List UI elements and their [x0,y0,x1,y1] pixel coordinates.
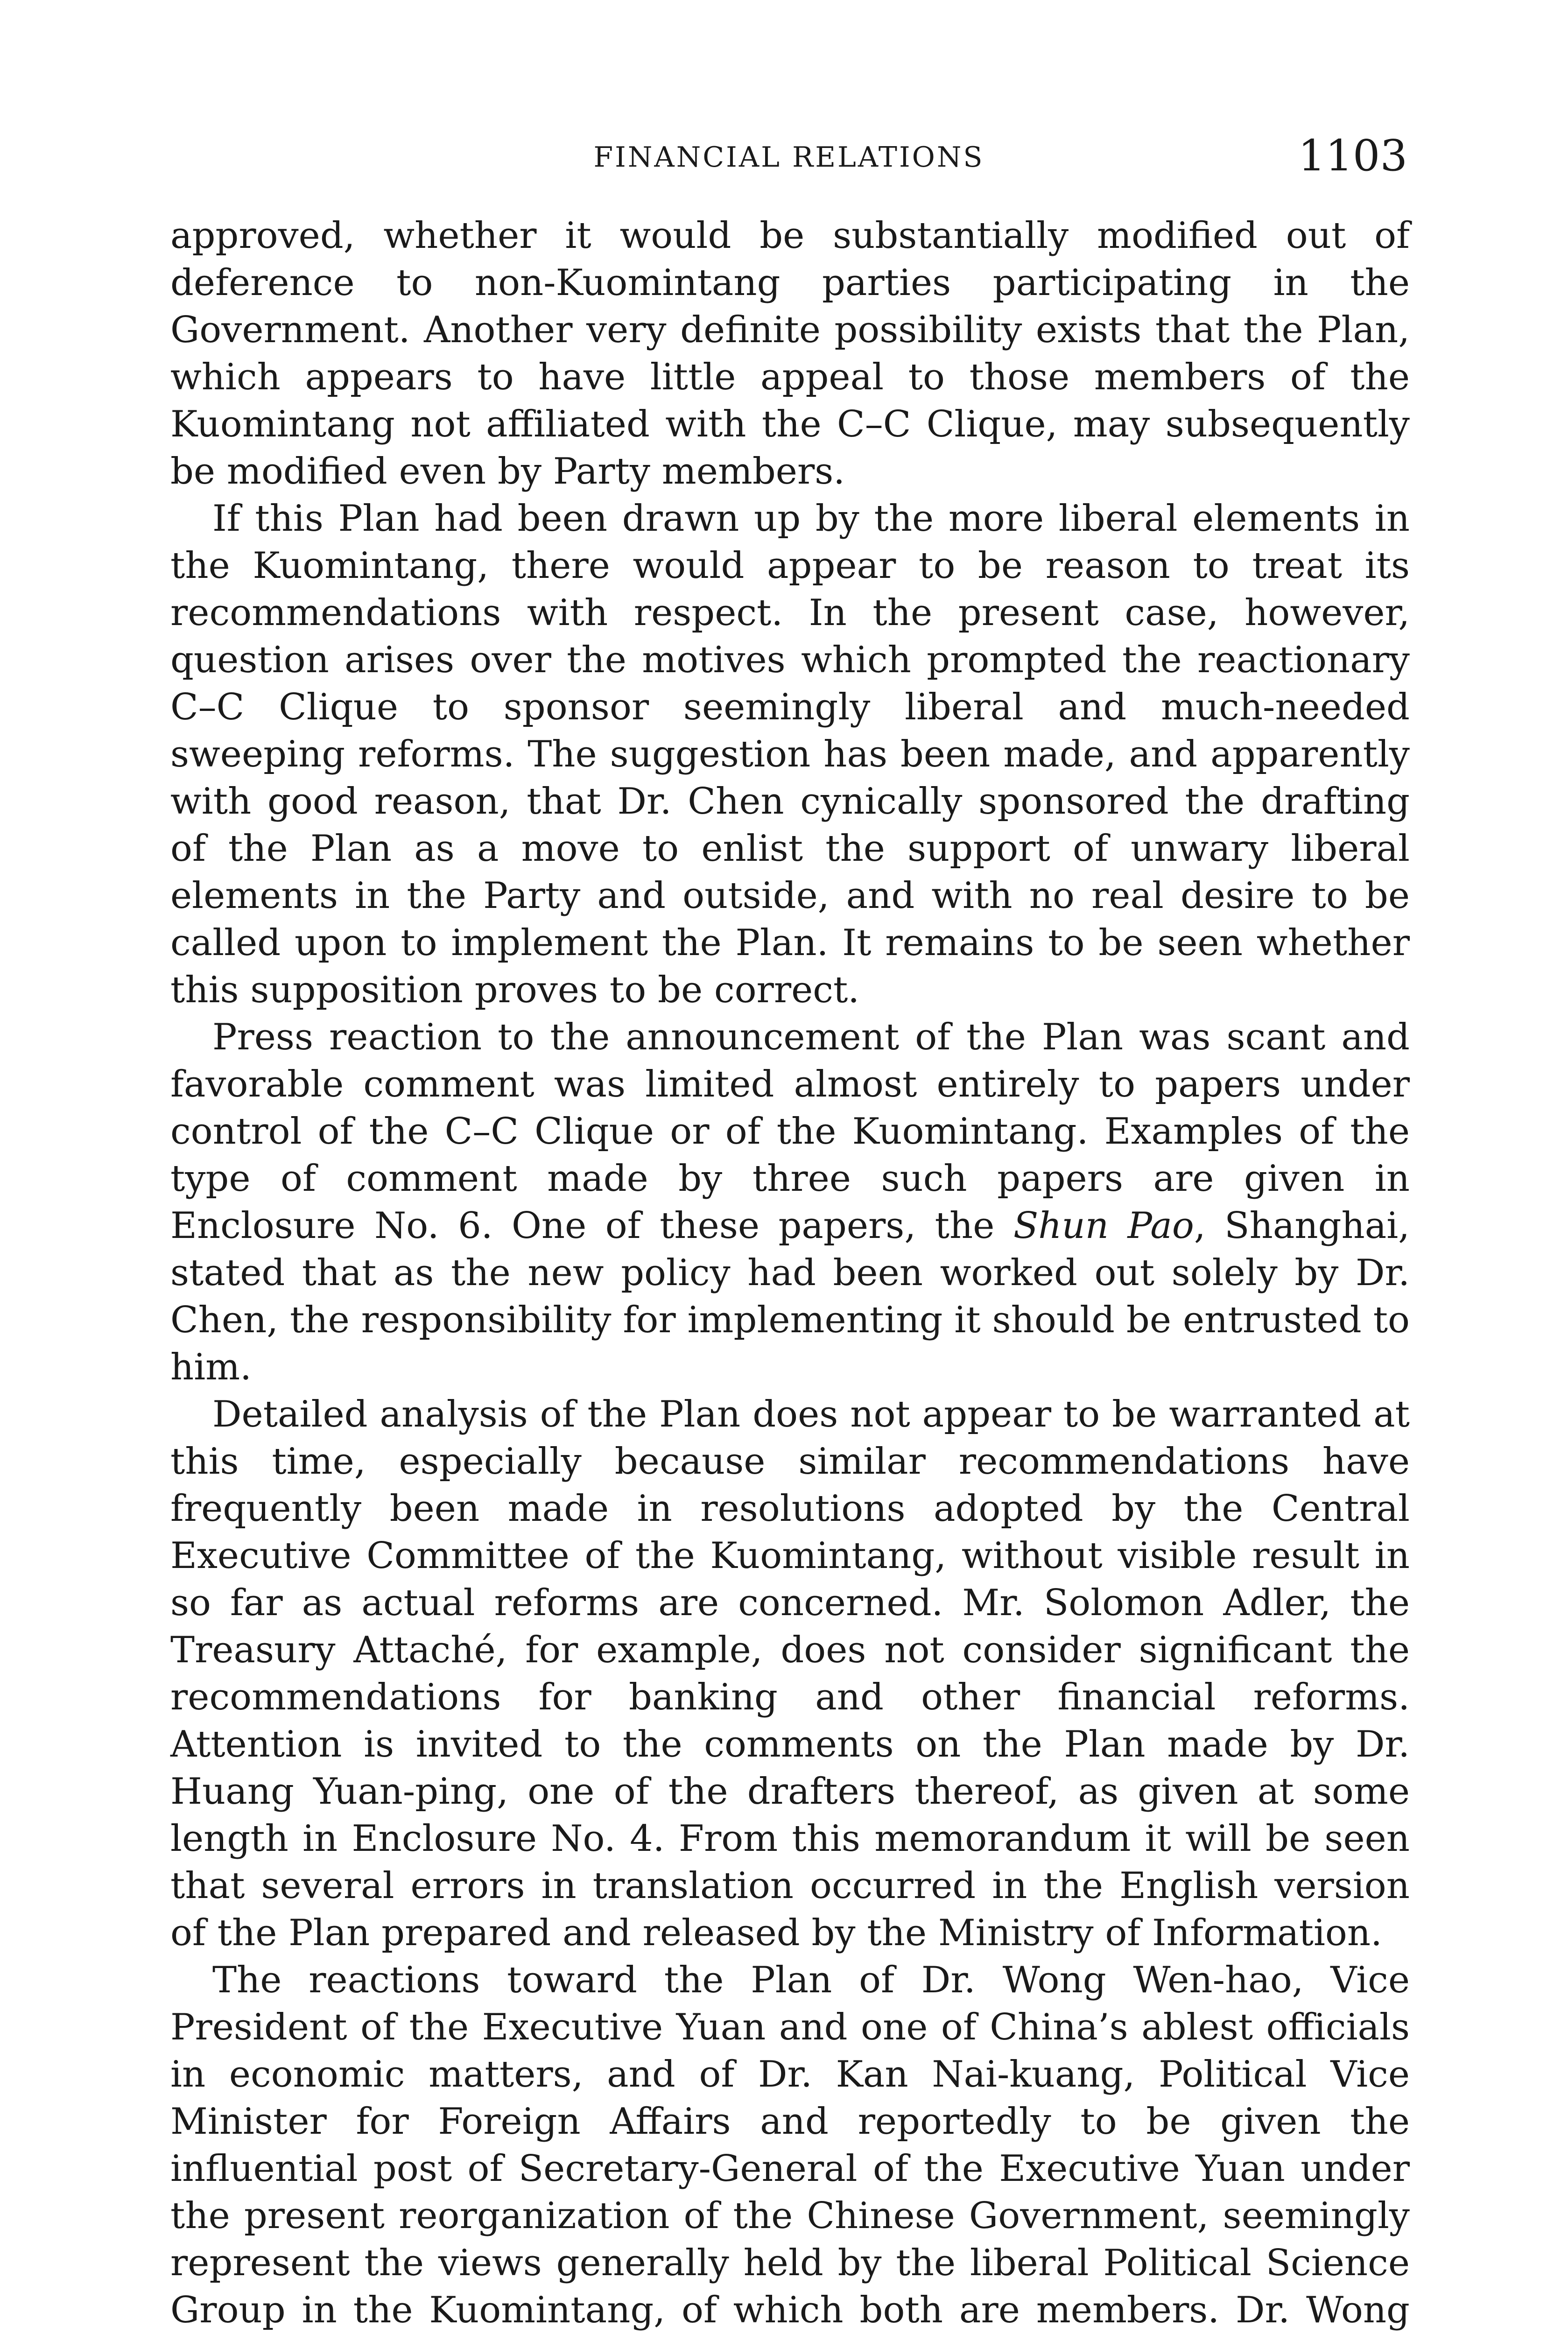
body-text [170,212,1410,2334]
page-header [170,131,1407,182]
paragraph-3 [170,1014,1410,1391]
page-number: 1103 [1298,131,1407,181]
paragraph-1: approved, whether it would be substantially modified out of deference to non-Kuomintang parties participating in the Government. Another very definite possibility exists that the Plan, which appears to have little appeal to those members of the Kuomintang not affiliated with the C–C Clique, may subsequently be modified even by Party members. [170,215,1410,492]
paragraph-3-text-after: , Shanghai, stated that as the new policy had been worked out solely by Dr. Chen, the responsibility for implementing it should be entrusted to him. [170,1205,1410,1388]
paragraph-5: The reactions toward the Plan of Dr. Wong Wen-hao, Vice President of the Executive Yuan and one of China’s ablest officials in economic matters, and of Dr. Kan Nai-kuang, Political Vice Minister for Foreign Affairs and reportedly to be given the influential post of Secretary-General of the Executive Yuan under the present reorganization of the Chinese Government, seemingly represent the views generally held by the liberal Political Science Group in the Kuomintang, of which both are members. Dr. Wong [170,1959,1410,2331]
paragraph-3-text-before: Press reaction to the announcement of the Plan was scant and favorable comment was limited almost entirely to papers under control of the C–C Clique or of the Kuomintang. Examples of the type of comment made by three such papers are given in Enclosure No. 6. One of these papers, the [170,1016,1410,1247]
newspaper-title: Shun Pao [1013,1205,1194,1247]
paragraph-2: If this Plan had been drawn up by the more liberal elements in the Kuomintang, there would appear to be reason to treat its recommendations with respect. In the present case, however, question arises over the motives which prompted the reactionary C–C Clique to sponsor seemingly liberal and much-needed sweeping reforms. The suggestion has been made, and apparently with good reason, that Dr. Chen cynically sponsored the drafting of the Plan as a move to enlist the support of unwary liberal elements in the Party and outside, and with no real desire to be called upon to implement the Plan. It remains to be seen whether this supposition proves to be correct. [170,498,1410,1011]
running-head: FINANCIAL RELATIONS [593,141,984,174]
paragraph-4: Detailed analysis of the Plan does not appear to be warranted at this time, especially because similar recommendations have frequently been made in resolutions adopted by the Central Executive Committee of the Kuomintang, without visible result in so far as actual reforms are concerned. Mr. Solomon Adler, the Treasury Attaché, for example, does not consider significant the recommendations for banking and other financial reforms. Attention is invited to the comments on the Plan made by Dr. Huang Yuan-ping, one of the drafters thereof, as given at some length in Enclosure No. 4. From this memorandum it will be seen that several errors in translation occurred in the English version of the Plan prepared and released by the Ministry of Information. [170,1393,1410,1954]
